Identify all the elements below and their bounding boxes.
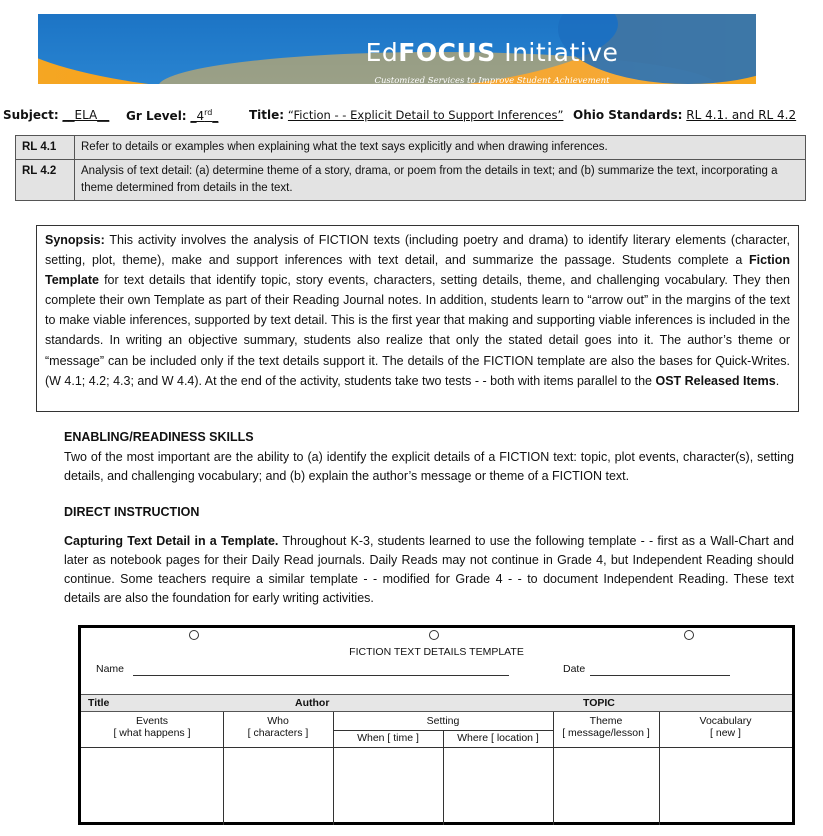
standard-row bbox=[16, 136, 806, 160]
enabling-heading: ENABLING/READINESS SKILLS bbox=[64, 430, 254, 444]
band-author: Author bbox=[295, 697, 330, 709]
standard-code: RL 4.1 bbox=[16, 136, 75, 160]
direct-text: Capturing Text Detail in a Template. Throughout K-3, students learned to use the following template - - first as a Wall-Chart and later as notebook pages for their Daily Read journals. Daily Reads may not continue in Grade 4, but Independent Reading should continue. Some teachers require a similar template - - modified for Grade 4 - - to document Independent Reading. These text details are also the foundation for early writing activities. bbox=[64, 534, 794, 605]
standards-table bbox=[15, 135, 806, 201]
standard-text: Analysis of text detail: (a) determine theme of a story, drama, or poem from the details in text; and (b) summarize the text, incorporating a theme determined from details in the text. bbox=[75, 160, 806, 201]
banner-subtitle: Customized Services to Improve Student Achievement bbox=[374, 76, 610, 84]
column-header-events: Events [ what happens ] bbox=[113, 715, 191, 739]
punch-hole-icon bbox=[189, 630, 199, 640]
standards-value: RL 4.1. and RL 4.2 bbox=[686, 108, 797, 122]
synopsis-box: Synopsis: This activity involves the analysis of FICTION texts (including poetry and drama) to identify literary elements (character, setting, plot, theme), make and support inferences with text detail, and summarize the passage. Students complete a Fiction Template for text details that identify topic, story events, characters, setting details, theme, and challenging vocabulary. They then complete their own Template as part of their Reading Journal notes. In addition, students learn to “arrow out” in the margins of the text to make viable inferences, supported by text detail. This is the first year that making and supporting viable inferences is included in the standards. In writing an objective summary, students also realize that only the stated detail goes into it. The author’s theme or “message” can be included only if the text details support it. The details of the FICTION template are also the bases for Quick-Writes. (W 4.1; 4.2; 4.3; and W 4.4). At the end of the activity, students take two tests - - both with items parallel to the OST Released Items. bbox=[36, 225, 799, 412]
date-label: Date bbox=[563, 663, 586, 675]
template-header-band bbox=[81, 694, 792, 712]
name-label: Name bbox=[96, 663, 125, 675]
standard-text: Refer to details or examples when explaining what the text says explicitly and when drawing inferences. bbox=[75, 136, 806, 160]
title-value: “Fiction - - Explicit Detail to Support Inferences” bbox=[287, 108, 564, 122]
fiction-template bbox=[78, 625, 795, 825]
date-line bbox=[590, 675, 730, 676]
punch-hole-icon bbox=[684, 630, 694, 640]
banner-title: EdFOCUS Initiative bbox=[365, 38, 619, 67]
title-field: Title: “Fiction - - Explicit Detail to Support Inferences” bbox=[249, 108, 564, 122]
grade-value: _4rd_ bbox=[190, 108, 219, 123]
enabling-text: Two of the most important are the ability to (a) identify the explicit details of a FICTION text: topic, plot events, character(s), setting details, and challenging vocabulary; and (b) explain the author’s message or theme of a FICTION text. bbox=[64, 450, 794, 483]
column-header-when: When [ time ] bbox=[357, 732, 419, 744]
subject-value: __ELA__ bbox=[62, 108, 110, 122]
band-title: Title bbox=[88, 697, 110, 709]
standards-field: Ohio Standards: RL 4.1. and RL 4.2 bbox=[573, 108, 797, 122]
band-topic: TOPIC bbox=[583, 697, 615, 709]
column-header-who: Who [ characters ] bbox=[247, 715, 309, 739]
header-divider bbox=[81, 747, 792, 748]
column-header-where: Where [ location ] bbox=[457, 732, 539, 744]
direct-heading: DIRECT INSTRUCTION bbox=[64, 505, 200, 519]
subject-field: Subject: __ELA__ bbox=[3, 108, 110, 122]
column-header-setting: Setting bbox=[426, 715, 460, 727]
col-divider bbox=[333, 712, 334, 825]
standard-row bbox=[16, 160, 806, 201]
punch-hole-icon bbox=[429, 630, 439, 640]
column-header-vocabulary: Vocabulary [ new ] bbox=[699, 715, 752, 739]
name-line bbox=[133, 675, 509, 676]
col-divider bbox=[443, 730, 444, 825]
grade-field: Gr Level: _4rd_ bbox=[126, 108, 219, 123]
standard-code: RL 4.2 bbox=[16, 160, 75, 201]
column-header-theme: Theme [ message/lesson ] bbox=[562, 715, 650, 739]
edfocus-banner bbox=[38, 14, 756, 84]
template-title: FICTION TEXT DETAILS TEMPLATE bbox=[349, 646, 524, 658]
